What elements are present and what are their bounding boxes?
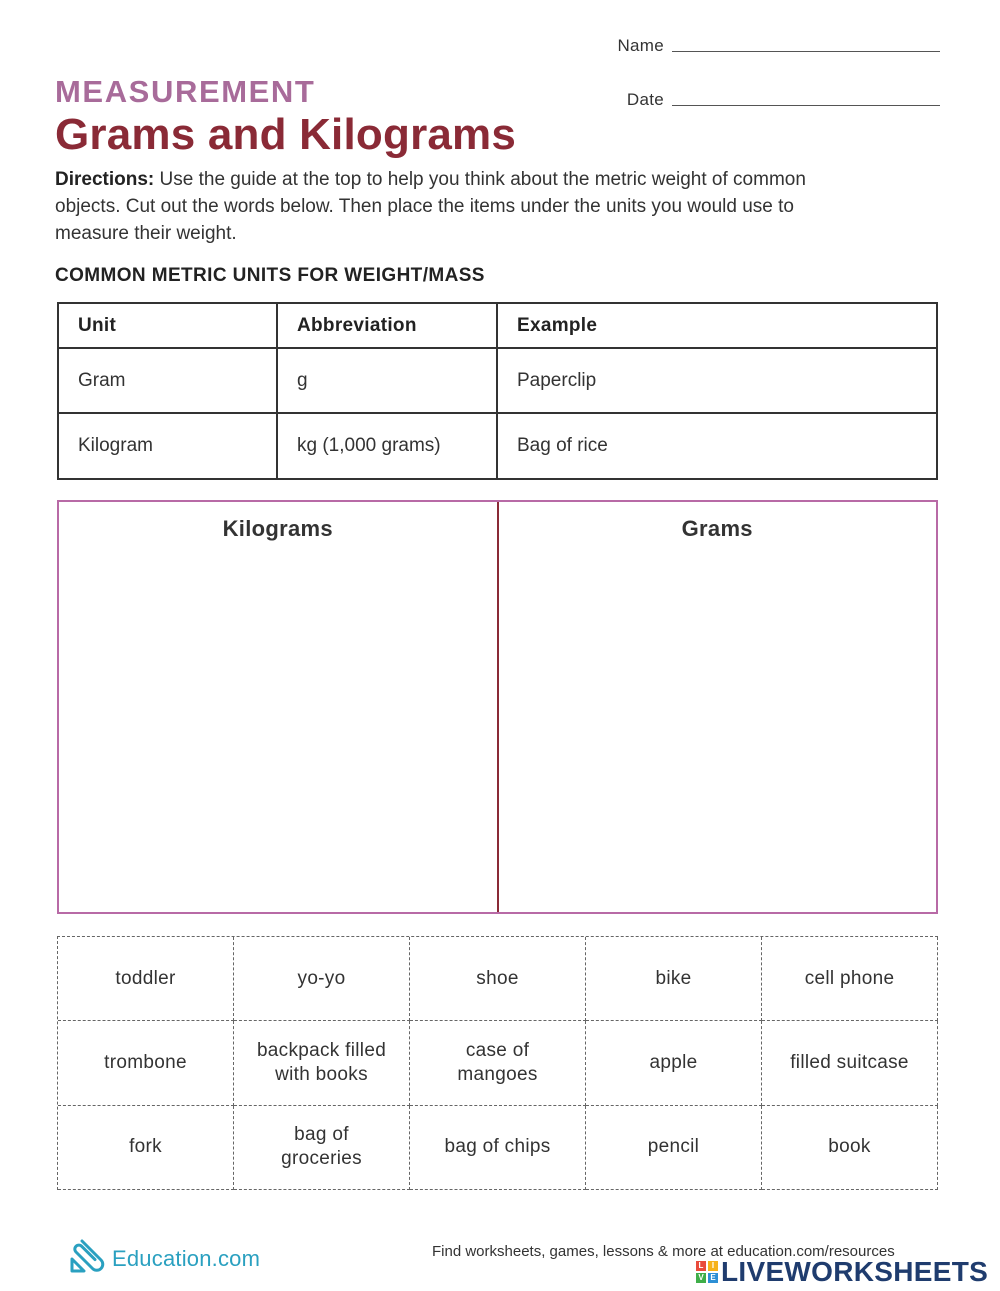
table-cell: Bag of rice	[497, 413, 937, 479]
table-row	[58, 413, 937, 479]
word-card-toddler[interactable]: toddler	[58, 937, 234, 1021]
date-field-row	[600, 90, 940, 110]
units-table-heading: COMMON METRIC UNITS FOR WEIGHT/MASS	[55, 265, 485, 286]
footer-resources-text: Find worksheets, games, lessons & more at education.com/resources	[432, 1243, 895, 1260]
word-card-case-of-mangoes[interactable]: case of mangoes	[410, 1021, 586, 1105]
word-card-bike[interactable]: bike	[586, 937, 762, 1021]
table-cell: Gram	[58, 348, 277, 413]
kilograms-drop-zone[interactable]	[59, 502, 497, 912]
directions-text: Use the guide at the top to help you think about the metric weight of common objects. Cut out the words below. Then place the items under the units you would use to measure their weight.	[55, 169, 806, 244]
subject-heading: MEASUREMENT	[55, 74, 316, 109]
name-field-row	[600, 36, 940, 56]
column-header-unit: Unit	[58, 303, 277, 348]
grams-drop-zone[interactable]	[497, 502, 937, 912]
word-card-bag-of-groceries[interactable]: bag of groceries	[234, 1106, 410, 1190]
table-cell: kg (1,000 grams)	[277, 413, 497, 479]
name-input-line[interactable]	[672, 51, 940, 52]
liveworksheets-blocks-icon: L I V E	[696, 1261, 718, 1283]
word-card-pencil[interactable]: pencil	[586, 1106, 762, 1190]
word-card-book[interactable]: book	[762, 1106, 938, 1190]
column-header-abbreviation: Abbreviation	[277, 303, 497, 348]
column-header-example: Example	[497, 303, 937, 348]
date-input-line[interactable]	[672, 105, 940, 106]
name-label: Name	[617, 36, 664, 55]
word-card-shoe[interactable]: shoe	[410, 937, 586, 1021]
word-card-filled-suitcase[interactable]: filled suitcase	[762, 1021, 938, 1105]
date-label: Date	[626, 90, 664, 109]
table-cell: Paperclip	[497, 348, 937, 413]
word-card-cell-phone[interactable]: cell phone	[762, 937, 938, 1021]
table-cell: Kilogram	[58, 413, 277, 479]
directions-paragraph	[55, 166, 835, 247]
word-card-apple[interactable]: apple	[586, 1021, 762, 1105]
word-card-backpack[interactable]: backpack filled with books	[234, 1021, 410, 1105]
table-cell: g	[277, 348, 497, 413]
liveworksheets-text: LIVEWORKSHEETS	[721, 1256, 989, 1287]
grams-heading: Grams	[681, 516, 753, 541]
table-header-row	[58, 303, 937, 348]
word-card-trombone[interactable]: trombone	[58, 1021, 234, 1105]
word-card-fork[interactable]: fork	[58, 1106, 234, 1190]
kilograms-heading: Kilograms	[222, 516, 333, 541]
education-logo[interactable]	[68, 1235, 260, 1282]
word-card-bag-of-chips[interactable]: bag of chips	[410, 1106, 586, 1190]
table-row	[58, 348, 937, 413]
page-title: Grams and Kilograms	[55, 110, 517, 159]
education-brand-text: Education.com	[112, 1245, 261, 1271]
word-card-yo-yo[interactable]: yo-yo	[234, 937, 410, 1021]
paperclip-icon	[68, 1235, 108, 1282]
word-card-grid	[57, 936, 938, 1190]
sorting-area	[57, 500, 938, 914]
directions-label: Directions:	[55, 169, 155, 190]
units-table	[57, 302, 938, 480]
liveworksheets-watermark	[696, 1256, 988, 1288]
